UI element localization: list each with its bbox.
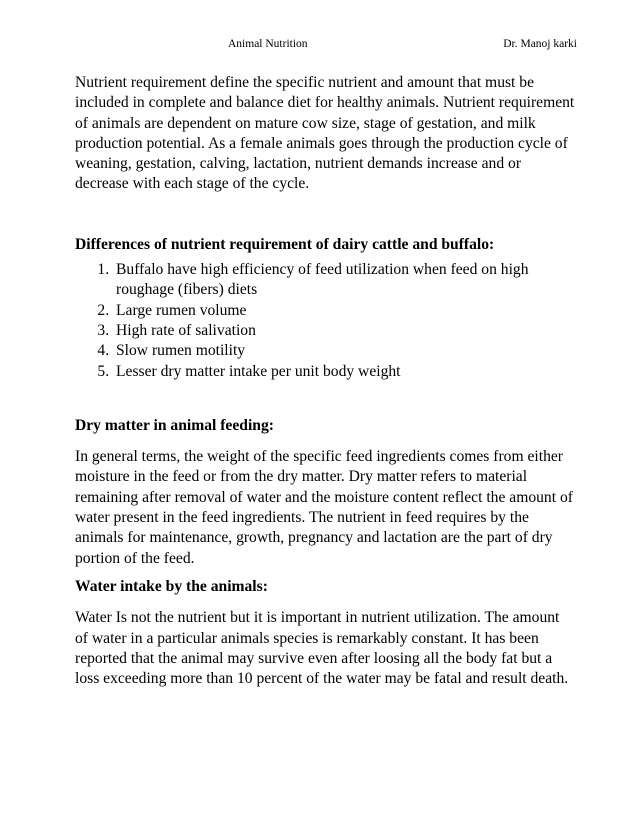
differences-heading: Differences of nutrient requirement of dairy cattle and buffalo: [75,235,495,253]
header-title: Animal Nutrition [228,38,308,50]
list-item: 3. High rate of salivation [113,321,575,341]
header-author: Dr. Manoj karki [503,38,577,50]
spacer [75,195,575,235]
spacer [75,597,575,608]
spacer [75,569,575,577]
spacer [75,436,575,447]
water-heading: Water intake by the animals: [75,577,268,595]
water-paragraph: Water Is not the nutrient but it is important in nutrient utilization. The amount of water in a particular animals species is remarkably constant. It has been reported that the animal may survive even after loosing all the body fat but a loss exceeding more than 10 percent of the water may be fatal and result death. [75,609,569,688]
dry-matter-heading: Dry matter in animal feeding: [75,416,274,434]
intro-paragraph: Nutrient requirement define the specific nutrient and amount that must be included in complete and balance diet for healthy animals. Nutrient requirement of animals are dependent on mature cow size, stage of gestation, and milk production potential. As a female animals goes through the production cycle of weaning, gestation, calving, lactation, nutrient demands increase and or decrease with each stage of the cycle. [75,74,575,193]
document-body [75,73,575,689]
list-item: 5. Lesser dry matter intake per unit body weight [113,362,575,382]
list-item: 2. Large rumen volume [113,301,575,321]
list-item: 1. Buffalo have high efficiency of feed utilization when feed on high roughage (fibers) diets [113,260,575,301]
differences-list [75,260,575,382]
spacer [75,382,575,416]
page-header [0,38,638,54]
list-item: 4. Slow rumen motility [113,341,575,361]
dry-matter-paragraph: In general terms, the weight of the specific feed ingredients comes from either moisture in the feed or from the dry matter. Dry matter refers to material remaining after removal of water and the moisture content reflect the amount of water present in the feed ingredients. The nutrient in feed requires by the animals for maintenance, growth, pregnancy and lactation are the part of dry portion of the feed. [75,448,573,567]
